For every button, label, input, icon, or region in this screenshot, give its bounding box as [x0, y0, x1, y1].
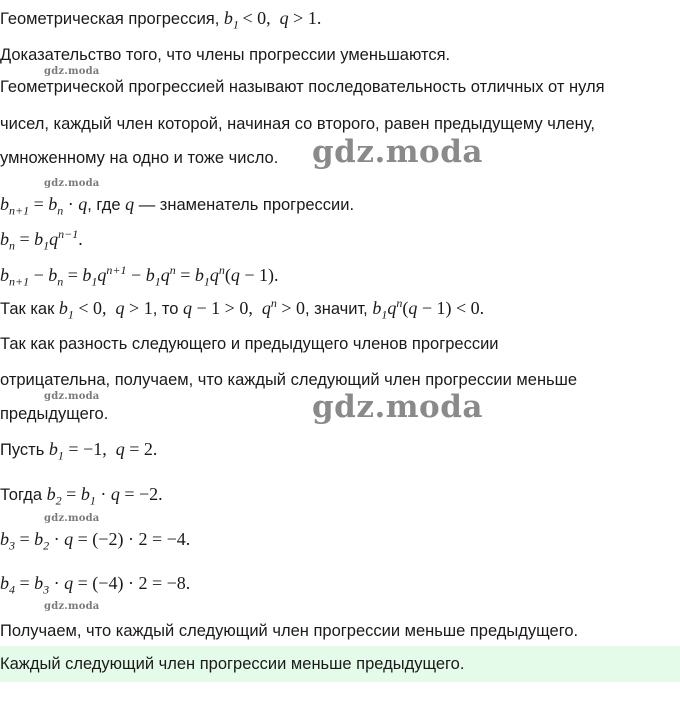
ratio-description: — знаменатель прогрессии.	[138, 196, 355, 214]
example-b3: $b_3 = b_2 \cdot q = (-2) \cdot 2 = -4$.	[0, 529, 191, 553]
problem-title: Геометрическая прогрессия,	[0, 10, 220, 28]
definition-line-1: Геометрической прогрессией называют последовательность отличных от нуля	[0, 78, 605, 96]
conclusion-line-3: предыдущего.	[0, 405, 109, 423]
condition-formula: $b_1 < 0$, q > 1.	[223, 8, 322, 32]
difference-formula: $b_{n+1} - b_n = b_1q^{n+1} - b_1q^n = b_1q^n(q - 1)$.	[0, 263, 279, 289]
sign-reasoning: Так как $b_1 < 0$, q > 1, то q − 1 > 0, $q^n > 0$, значит, $b_1q^n(q - 1) < 0$.	[0, 296, 485, 322]
watermark-small: gdz.moda	[44, 178, 100, 189]
watermark-small: gdz.moda	[44, 66, 100, 77]
goal-text: Доказательство того, что члены прогрессии уменьшаются.	[0, 46, 451, 64]
answer-box	[0, 646, 680, 682]
example-b4: $b_4 = b_3 \cdot q = (-4) \cdot 2 = -8$.	[0, 573, 191, 597]
example-assumption: Пусть $b_1 = -1$, q = 2.	[0, 439, 158, 463]
definition-line-3: умноженному на одно и тоже число.	[0, 149, 279, 167]
general-term-formula: $b_n = b_1q^{n-1}$.	[0, 227, 83, 253]
watermark-large: gdz.moda	[312, 389, 483, 425]
where-text: , где	[87, 196, 121, 214]
answer-text: Каждый следующий член прогрессии меньше предыдущего.	[0, 655, 465, 673]
watermark-small: gdz.moda	[44, 513, 100, 524]
watermark-small: gdz.moda	[44, 601, 100, 612]
watermark-small: gdz.moda	[44, 391, 100, 402]
example-b2: Тогда $b_2 = b_1 \cdot q = -2$.	[0, 484, 163, 508]
watermark-large: gdz.moda	[312, 134, 483, 170]
conclusion-line-2: отрицательна, получаем, что каждый следующий член прогрессии меньше	[0, 371, 578, 389]
result-text: Получаем, что каждый следующий член прогрессии меньше предыдущего.	[0, 622, 579, 640]
conclusion-line-1: Так как разность следующего и предыдущего членов прогрессии	[0, 335, 499, 353]
definition-line-2: чисел, каждый член которой, начиная со второго, равен предыдущему члену,	[0, 115, 595, 133]
problem-statement	[0, 7, 321, 30]
recurrence-formula: $b_{n+1} = b_n \cdot q$, где q — знаменатель прогрессии.	[0, 194, 355, 218]
